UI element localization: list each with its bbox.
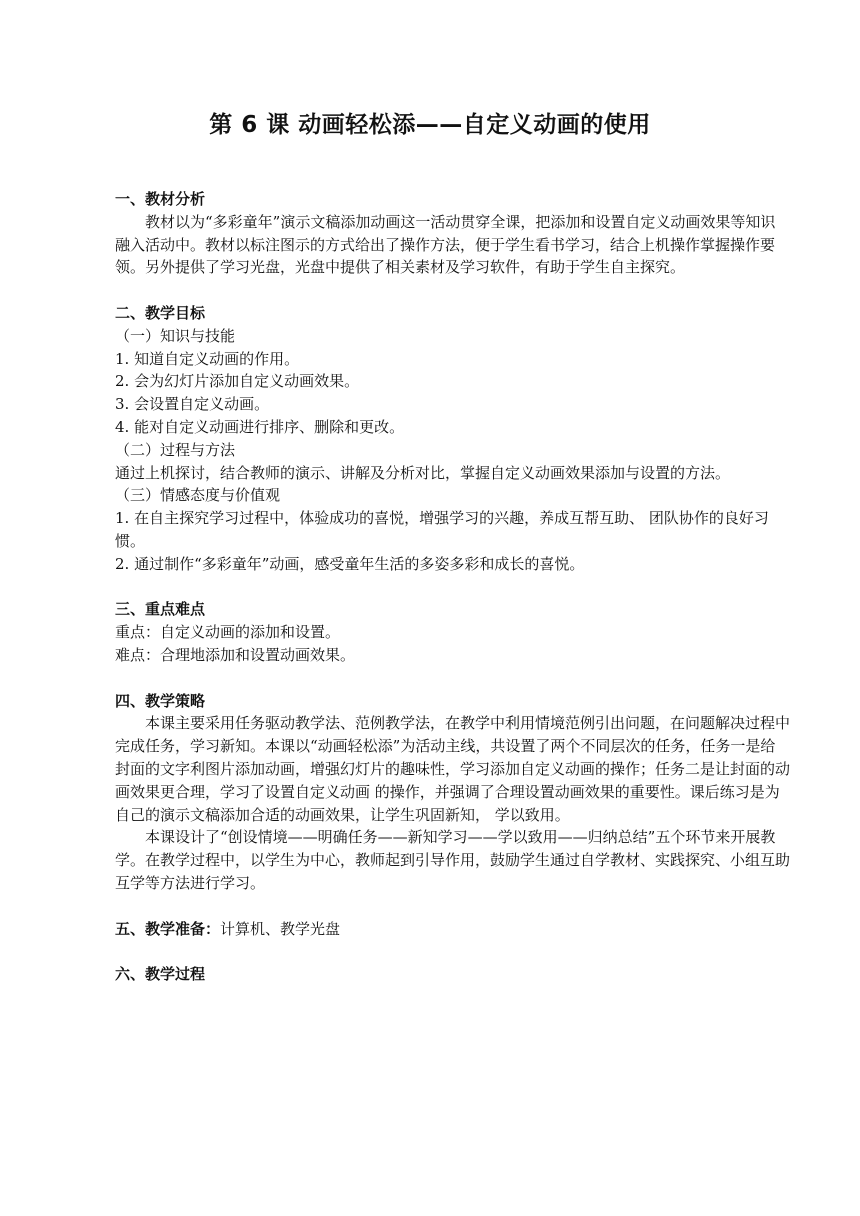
- section-heading: 六、教学过程: [115, 965, 206, 984]
- key-point: 重点：自定义动画的添加和设置。: [115, 623, 341, 642]
- section-heading: [115, 918, 790, 941]
- list-item: 2. 会为幻灯片添加自定义动画效果。: [115, 372, 360, 391]
- list-item: 4. 能对自定义动画进行排序、删除和更改。: [115, 417, 405, 436]
- list-item: 1. 在自主探究学习过程中，体验成功的喜悦，增强学习的兴趣，养成互帮互助、 团队协作的良好习惯。: [115, 509, 769, 550]
- section-teaching-preparation: [115, 918, 790, 941]
- section-teaching-goals: [115, 302, 790, 576]
- section-heading: 四、教学策略: [115, 691, 206, 710]
- subheading: （一）知识与技能: [115, 326, 236, 345]
- list-item: 3. 会设置自定义动画。: [115, 395, 270, 414]
- list-item: 2. 通过制作“多彩童年”动画，感受童年生活的多姿多彩和成长的喜悦。: [115, 554, 585, 573]
- section-heading: 二、教学目标: [115, 303, 206, 322]
- subheading: （三）情感态度与价值观: [115, 486, 281, 505]
- difficult-point: 难点：合理地添加和设置动画效果。: [115, 645, 356, 664]
- paragraph: 本课设计了“创设情境——明确任务——新知学习——学以致用——归纳总结”五个环节来开展教学。在教学过程中，以学生为中心，教师起到引导作用，鼓励学生通过自学教材、实践探究、小组互助互学等方法进行学习。: [115, 828, 791, 892]
- subheading: （二）过程与方法: [115, 440, 236, 459]
- section-teaching-process: [115, 963, 790, 986]
- paragraph: 本课主要采用任务驱动教学法、范例教学法，在教学中利用情境范例引出问题，在问题解决过程中完成任务，学习新知。本课以“动画轻松添”为活动主线，共设置了两个不同层次的任务，任务一是给封面的文字利图片添加动画，增强幻灯片的趣味性，学习添加自定义动画的操作；任务二是让封面的动画效果更合理，学习了设置自定义动画 的操作，并强调了合理设置动画效果的重要性。课后练习是为自己的演示文稿添加合适的动画效果，让学生巩固新知， 学以致用。: [115, 714, 791, 824]
- document-body: [115, 188, 790, 986]
- section-teaching-strategy: [115, 690, 790, 895]
- section-heading: 一、教材分析: [115, 190, 206, 208]
- prep-value: 计算机、教学光盘: [220, 919, 341, 938]
- paragraph: 通过上机探讨，结合教师的演示、讲解及分析对比，掌握自定义动画效果添加与设置的方法。: [115, 463, 731, 482]
- page-title: 第 6 课 动画轻松添——自定义动画的使用: [209, 112, 651, 138]
- section-key-difficult: [115, 598, 790, 666]
- paragraph: 教材以为“多彩童年”演示文稿添加动画这一活动贯穿全课，把添加和设置自定义动画效果等知识融入活动中。教材以标注图示的方式给出了操作方法，便于学生看书学习，结合上机操作掌握操作要领。另外提供了学习光盘，光盘中提供了相关素材及学习软件，有助于学生自主探究。: [115, 212, 776, 277]
- prep-label: 五、教学准备：: [115, 919, 221, 938]
- section-material-analysis: [115, 188, 790, 279]
- list-item: 1. 知道自定义动画的作用。: [115, 349, 300, 368]
- section-heading: 三、重点难点: [115, 600, 206, 619]
